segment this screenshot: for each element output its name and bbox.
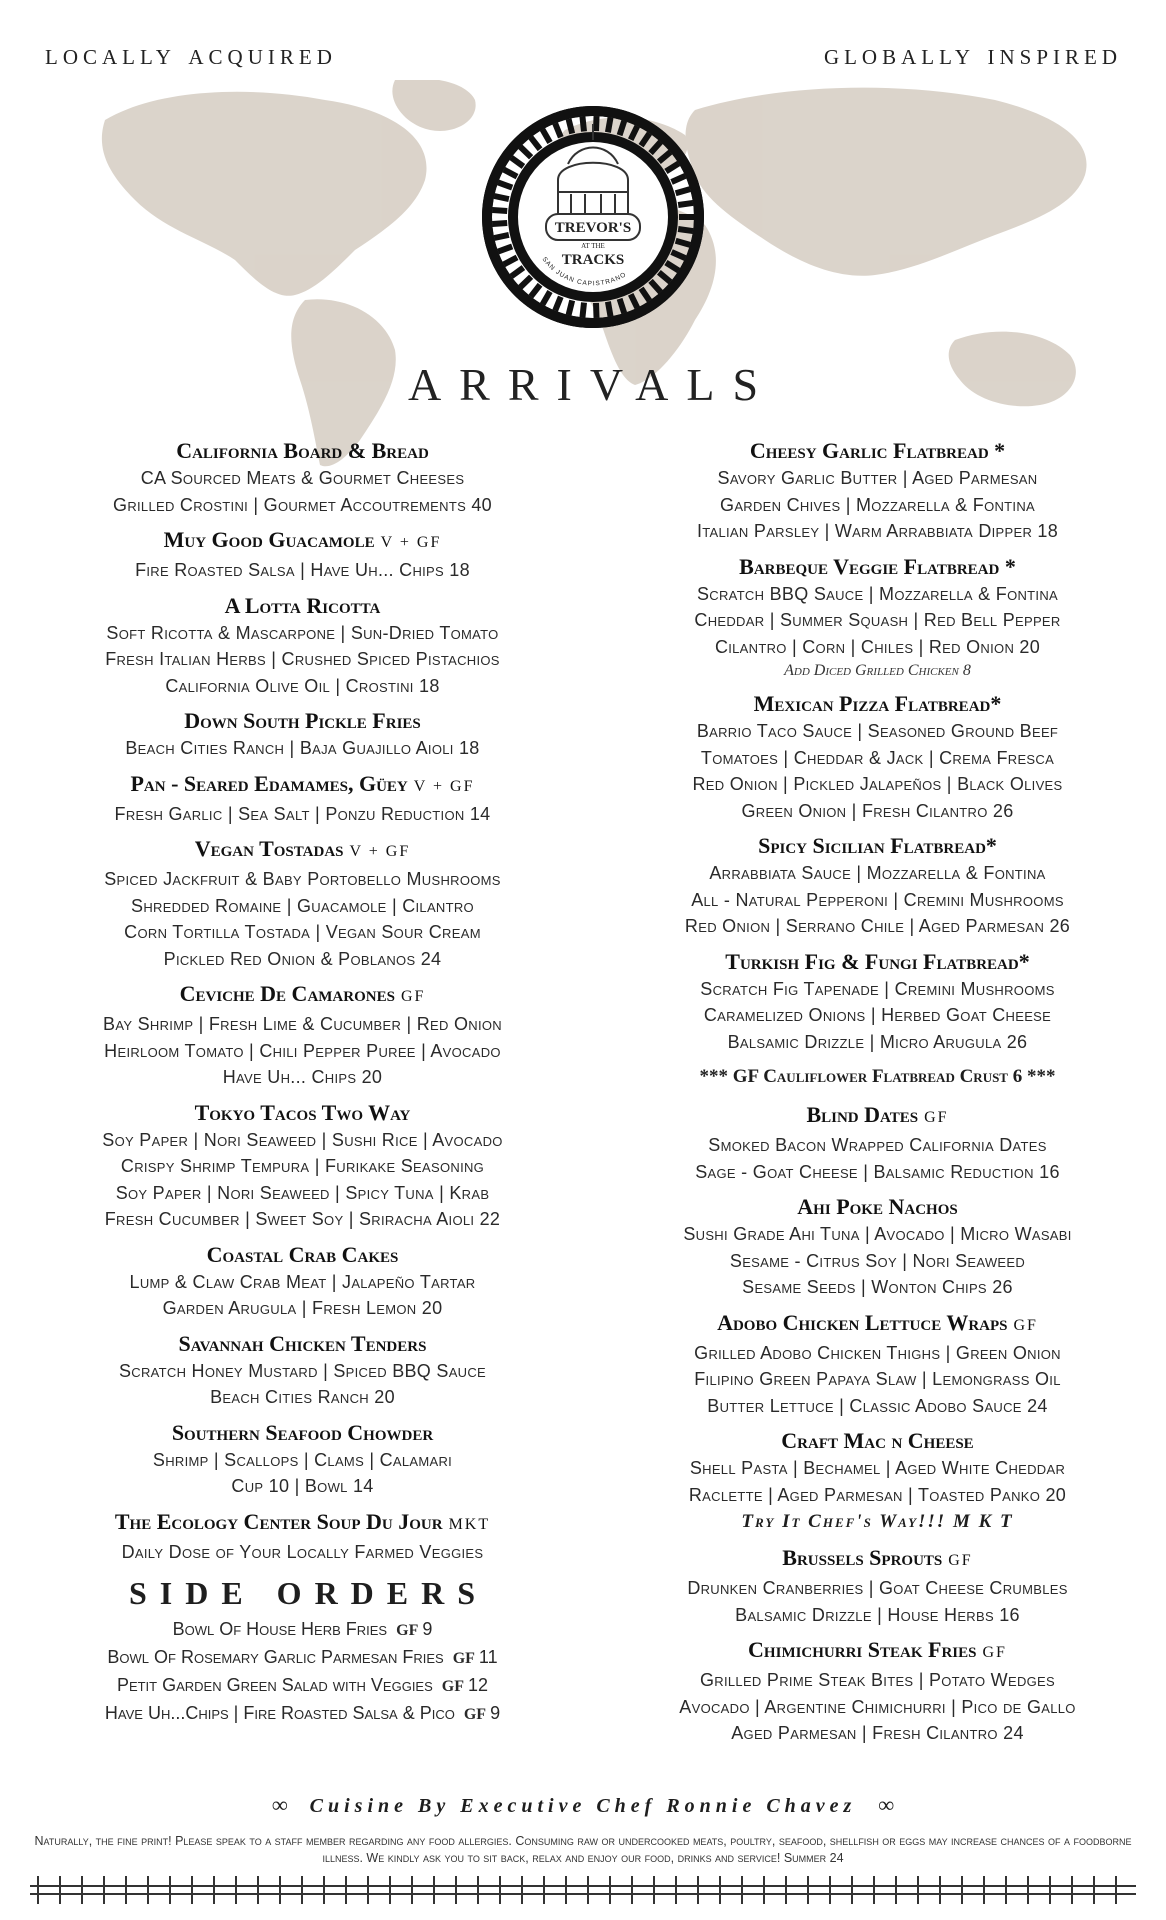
side-order-price: 9 <box>490 1703 501 1723</box>
menu-item <box>605 1427 1150 1536</box>
menu-item-name: Mexican Pizza Flatbread* <box>753 691 1002 716</box>
menu-item <box>605 1309 1150 1420</box>
menu-item-title <box>605 1193 1150 1221</box>
flatbread-items <box>605 437 1150 1055</box>
side-order-item <box>30 1700 575 1728</box>
menu-item-name: The Ecology Center Soup Du Jour <box>114 1508 443 1534</box>
menu-item-title <box>30 526 575 557</box>
right-menu-items <box>605 1101 1150 1747</box>
side-order-item <box>30 1644 575 1672</box>
gf-crust-note: *** GF Cauliflower Flatbread Crust 6 *** <box>699 1066 1056 1087</box>
side-order-tag: GF <box>396 1622 419 1639</box>
section-title-arrivals: ARRIVALS <box>407 359 777 410</box>
menu-item-description: Grilled Prime Steak Bites | Potato Wedges <box>700 1670 1055 1690</box>
menu-item-description: Bay Shrimp | Fresh Lime & Cucumber | Red Onion <box>103 1014 502 1034</box>
logo-line2: AT THE <box>581 242 605 250</box>
menu-item <box>30 770 575 828</box>
menu-item-name: A Lotta Ricotta <box>224 592 381 618</box>
menu-item <box>30 1330 575 1411</box>
menu-item-description: Smoked Bacon Wrapped California Dates <box>708 1135 1047 1155</box>
menu-item-description: Spiced Jackfruit & Baby Portobello Mushrooms <box>104 869 501 889</box>
menu-item-description: Shredded Romaine | Guacamole | Cilantro <box>131 895 474 916</box>
menu-item-description: Shell Pasta | Bechamel | Aged White Cheddar <box>689 1458 1066 1478</box>
menu-item-description: Crispy Shrimp Tempura | Furikake Seasoning <box>120 1156 485 1176</box>
menu-item-description: Savory Garlic Butter | Aged Parmesan <box>717 468 1038 488</box>
map-greenland <box>392 80 475 131</box>
menu-item-description: California Olive Oil | Crostini 18 <box>165 675 440 696</box>
chef-way-note: Try It Chef's Way!!! M K T <box>741 1511 1014 1532</box>
menu-item-description: Soy Paper | Nori Seaweed | Spicy Tuna | Krab <box>115 1182 490 1203</box>
menu-item-name: Ceviche De Camarones <box>179 981 395 1006</box>
menu-item-name: Brussels Sprouts <box>782 1545 943 1570</box>
menu-item-description: Scratch BBQ Sauce | Mozzarella & Fontina <box>697 583 1058 604</box>
side-orders-list <box>30 1616 575 1728</box>
menu-item-description: Daily Dose of Your Locally Farmed Veggies <box>121 1541 484 1562</box>
menu-item-description: Sage - Goat Cheese | Balsamic Reduction 16 <box>695 1161 1060 1182</box>
menu-item-description: Raclette | Aged Parmesan | Toasted Panko 20 <box>688 1484 1067 1505</box>
menu-item <box>30 835 575 972</box>
menu-item <box>605 1101 1150 1185</box>
menu-item-description: Sesame - Citrus Soy | Nori Seaweed <box>729 1250 1026 1271</box>
side-order-item <box>30 1616 575 1644</box>
menu-item-description: Scratch Fig Tapenade | Cremini Mushrooms <box>700 978 1055 999</box>
menu-item-description: Fresh Garlic | Sea Salt | Ponzu Reduction 14 <box>114 803 491 824</box>
dietary-tag: GF <box>1013 1316 1038 1334</box>
menu-item-title <box>30 1099 575 1127</box>
menu-item-title <box>30 1330 575 1358</box>
side-order-tag: GF <box>441 1678 465 1695</box>
menu-item-name: Spicy Sicilian Flatbread* <box>758 833 997 858</box>
menu-item-title <box>605 437 1150 465</box>
logo-line4: SAN JUAN CAPISTRANO <box>540 255 628 288</box>
menu-item <box>30 1419 575 1500</box>
menu-item-description: Sesame Seeds | Wonton Chips 26 <box>742 1277 1013 1297</box>
menu-item-name: California Board & Bread <box>176 438 429 463</box>
menu-item-title <box>605 1101 1150 1132</box>
menu-item-description: Beach Cities Ranch | Baja Guajillo Aioli 18 <box>125 738 480 758</box>
logo-line3: TRACKS <box>561 252 625 268</box>
menu-item-title <box>30 770 575 801</box>
menu-item-description: Caramelized Onions | Herbed Goat Cheese <box>703 1005 1052 1025</box>
left-menu-items <box>30 437 575 1565</box>
menu-item <box>30 592 575 700</box>
menu-item-title <box>30 980 575 1011</box>
menu-item-title <box>605 832 1150 860</box>
dietary-tag: V + GF <box>349 843 411 860</box>
menu-item-title <box>30 592 575 620</box>
menu-item <box>30 1508 575 1566</box>
left-column <box>30 437 575 1728</box>
side-order-price: 12 <box>468 1675 489 1695</box>
menu-item-title <box>605 1636 1150 1667</box>
menu-item-description: Arrabbiata Sauce | Mozzarella & Fontina <box>709 863 1046 883</box>
menu-item-description: Balsamic Drizzle | House Herbs 16 <box>735 1604 1020 1625</box>
menu-item <box>30 980 575 1091</box>
menu-item-name: Muy Good Guacamole <box>163 527 375 552</box>
menu-item-description: Sushi Grade Ahi Tuna | Avocado | Micro Wasabi <box>683 1224 1072 1244</box>
menu-item-description: Cheddar | Summer Squash | Red Bell Pepper <box>694 610 1061 630</box>
side-order-tag: GF <box>452 1650 475 1667</box>
menu-item-title <box>605 1309 1150 1340</box>
menu-item-description: Pickled Red Onion & Poblanos 24 <box>163 948 442 969</box>
infinity-icon: ∞ <box>271 1792 288 1817</box>
menu-item-description: Have Uh... Chips 20 <box>222 1067 383 1087</box>
menu-item-description: Shrimp | Scallops | Clams | Calamari <box>152 1449 453 1470</box>
menu-item-description: All - Natural Pepperoni | Cremini Mushrooms <box>691 889 1064 910</box>
restaurant-logo <box>478 102 708 332</box>
menu-item <box>30 1241 575 1322</box>
side-order-price: 11 <box>478 1647 498 1667</box>
logo-line1: TREVOR'S <box>554 220 632 236</box>
menu-item <box>30 526 575 584</box>
menu-item <box>605 1193 1150 1301</box>
railroad-track-divider <box>30 1872 1136 1908</box>
menu-item-addon: Add Diced Grilled Chicken 8 <box>784 662 971 679</box>
menu-item-name: Savannah Chicken Tenders <box>178 1330 427 1356</box>
menu-item-description: Fire Roasted Salsa | Have Uh... Chips 18 <box>135 560 470 580</box>
chef-credit-text: Cuisine By Executive Chef Ronnie Chavez <box>309 1795 857 1817</box>
menu-item-name: Turkish Fig & Fungi Flatbread* <box>725 948 1030 974</box>
fine-print: Naturally, the fine print! Please speak to a staff member regarding any food allergies. Consuming raw or undercooked meats, poultry, seafood, shellfish or eggs may increase chances of a foodborne illness. We kindly ask you to sit back, relax and enjoy our food, drinks and service! Summer 24 <box>34 1834 1132 1865</box>
menu-item-description: Avocado | Argentine Chimichurri | Pico de Gallo <box>679 1696 1076 1717</box>
menu-item-description: Garden Arugula | Fresh Lemon 20 <box>162 1298 443 1318</box>
menu-item-description: Aged Parmesan | Fresh Cilantro 24 <box>731 1723 1024 1743</box>
menu-item-description: Italian Parsley | Warm Arrabbiata Dipper 18 <box>696 521 1059 541</box>
menu-item-name: Tokyo Tacos Two Way <box>194 1099 411 1125</box>
side-order-tag: GF <box>463 1706 487 1723</box>
tagline-right: globally inspired <box>823 38 1122 71</box>
dietary-tag: MKT <box>448 1515 491 1533</box>
menu-item-description: Fresh Italian Herbs | Crushed Spiced Pistachios <box>105 649 500 669</box>
menu-item-description: Red Onion | Serrano Chile | Aged Parmesan 26 <box>684 916 1071 936</box>
menu-item-description: Drunken Cranberries | Goat Cheese Crumbles <box>687 1578 1068 1598</box>
right-column <box>605 437 1150 1755</box>
menu-item-description: Fresh Cucumber | Sweet Soy | Sriracha Aioli 22 <box>104 1209 501 1229</box>
menu-item-title <box>30 1241 575 1269</box>
menu-item <box>605 1636 1150 1747</box>
menu-item-description: CA Sourced Meats & Gourmet Cheeses <box>140 468 465 488</box>
side-order-text: Bowl Of House Herb Fries <box>172 1619 388 1639</box>
map-north-america <box>102 92 427 296</box>
menu-item <box>605 437 1150 545</box>
menu-item <box>30 437 575 518</box>
menu-item-description: Red Onion | Pickled Jalapeños | Black Olives <box>692 774 1063 794</box>
menu-item-description: Grilled Crostini | Gourmet Accoutrements 40 <box>113 494 492 515</box>
menu-item-description: Barrio Taco Sauce | Seasoned Ground Beef <box>696 721 1059 741</box>
menu-item-description: Balsamic Drizzle | Micro Arugula 26 <box>727 1031 1028 1052</box>
menu-item-description: Tomatoes | Cheddar & Jack | Crema Fresca <box>700 747 1055 768</box>
menu-item-title <box>605 1544 1150 1575</box>
menu-item-name: Coastal Crab Cakes <box>206 1241 399 1267</box>
menu-item-name: Chimichurri Steak Fries <box>748 1637 977 1662</box>
dietary-tag: GF <box>400 988 426 1005</box>
menu-item <box>605 553 1150 683</box>
menu-item-name: Down South Pickle Fries <box>184 708 421 733</box>
menu-item-name: Ahi Poke Nachos <box>797 1194 958 1219</box>
menu-item-name: Vegan Tostadas <box>194 836 344 861</box>
menu-item-description: Butter Lettuce | Classic Adobo Sauce 24 <box>707 1395 1048 1416</box>
tagline-left: locally acquired <box>45 38 337 71</box>
menu-item-description: Cup 10 | Bowl 14 <box>231 1476 374 1496</box>
menu-item-name: Pan - Seared Edamames, Güey <box>130 770 408 796</box>
menu-item-title <box>30 1508 575 1539</box>
menu-item-title <box>30 1419 575 1447</box>
menu-item-name: Blind Dates <box>806 1102 919 1127</box>
menu-item <box>30 707 575 762</box>
menu-item-description: Filipino Green Papaya Slaw | Lemongrass Oil <box>694 1369 1061 1389</box>
side-order-text: Have Uh...Chips | Fire Roasted Salsa & Pico <box>104 1703 455 1723</box>
menu-item <box>605 690 1150 824</box>
menu-item-name: Barbeque Veggie Flatbread * <box>739 553 1016 579</box>
chef-credit <box>0 1792 1166 1818</box>
dietary-tag: V + GF <box>413 777 475 795</box>
menu-item-title <box>605 948 1150 976</box>
dietary-tag: GF <box>982 1644 1007 1661</box>
map-asia <box>686 88 1087 276</box>
menu-item-description: Cilantro | Corn | Chiles | Red Onion 20 <box>714 636 1041 657</box>
menu-item-description: Green Onion | Fresh Cilantro 26 <box>741 800 1014 821</box>
menu-item-name: Cheesy Garlic Flatbread * <box>749 438 1006 463</box>
menu-item-name: Adobo Chicken Lettuce Wraps <box>717 1309 1008 1335</box>
menu-item-description: Lump & Claw Crab Meat | Jalapeño Tartar <box>129 1271 476 1292</box>
menu-item-description: Soy Paper | Nori Seaweed | Sushi Rice | Avocado <box>102 1129 503 1150</box>
menu-item <box>30 1099 575 1233</box>
menu-item-description: Corn Tortilla Tostada | Vegan Sour Cream <box>124 922 481 942</box>
dietary-tag: GF <box>948 1552 973 1569</box>
infinity-icon: ∞ <box>878 1792 895 1817</box>
side-order-item <box>30 1672 575 1700</box>
menu-item <box>605 832 1150 940</box>
menu-item-title <box>605 1427 1150 1455</box>
side-order-price: 9 <box>422 1619 433 1639</box>
menu-item-title <box>605 553 1150 581</box>
dietary-tag: V + GF <box>380 534 442 551</box>
menu-item <box>605 1544 1150 1628</box>
menu-item-name: Southern Seafood Chowder <box>171 1419 434 1445</box>
menu-item-description: Beach Cities Ranch 20 <box>210 1387 395 1407</box>
menu-item-title <box>605 690 1150 718</box>
menu-item <box>605 948 1150 1056</box>
menu-item-description: Heirloom Tomato | Chili Pepper Puree | Avocado <box>104 1040 501 1061</box>
menu-item-description: Scratch Honey Mustard | Spiced BBQ Sauce <box>118 1360 487 1381</box>
menu-item-description: Grilled Adobo Chicken Thighs | Green Onion <box>694 1342 1061 1363</box>
side-order-text: Bowl Of Rosemary Garlic Parmesan Fries <box>107 1647 444 1667</box>
menu-item-title <box>30 835 575 866</box>
menu-item-title <box>30 437 575 465</box>
menu-item-title <box>30 707 575 735</box>
menu-item-description: Soft Ricotta & Mascarpone | Sun-Dried Tomato <box>106 622 499 643</box>
dietary-tag: GF <box>924 1109 949 1126</box>
side-orders-title: SIDE ORDERS <box>128 1575 489 1611</box>
menu-item-name: Craft Mac n Cheese <box>781 1428 974 1453</box>
menu-item-description: Garden Chives | Mozzarella & Fontina <box>720 494 1035 515</box>
side-order-text: Petit Garden Green Salad with Veggies <box>116 1675 433 1695</box>
